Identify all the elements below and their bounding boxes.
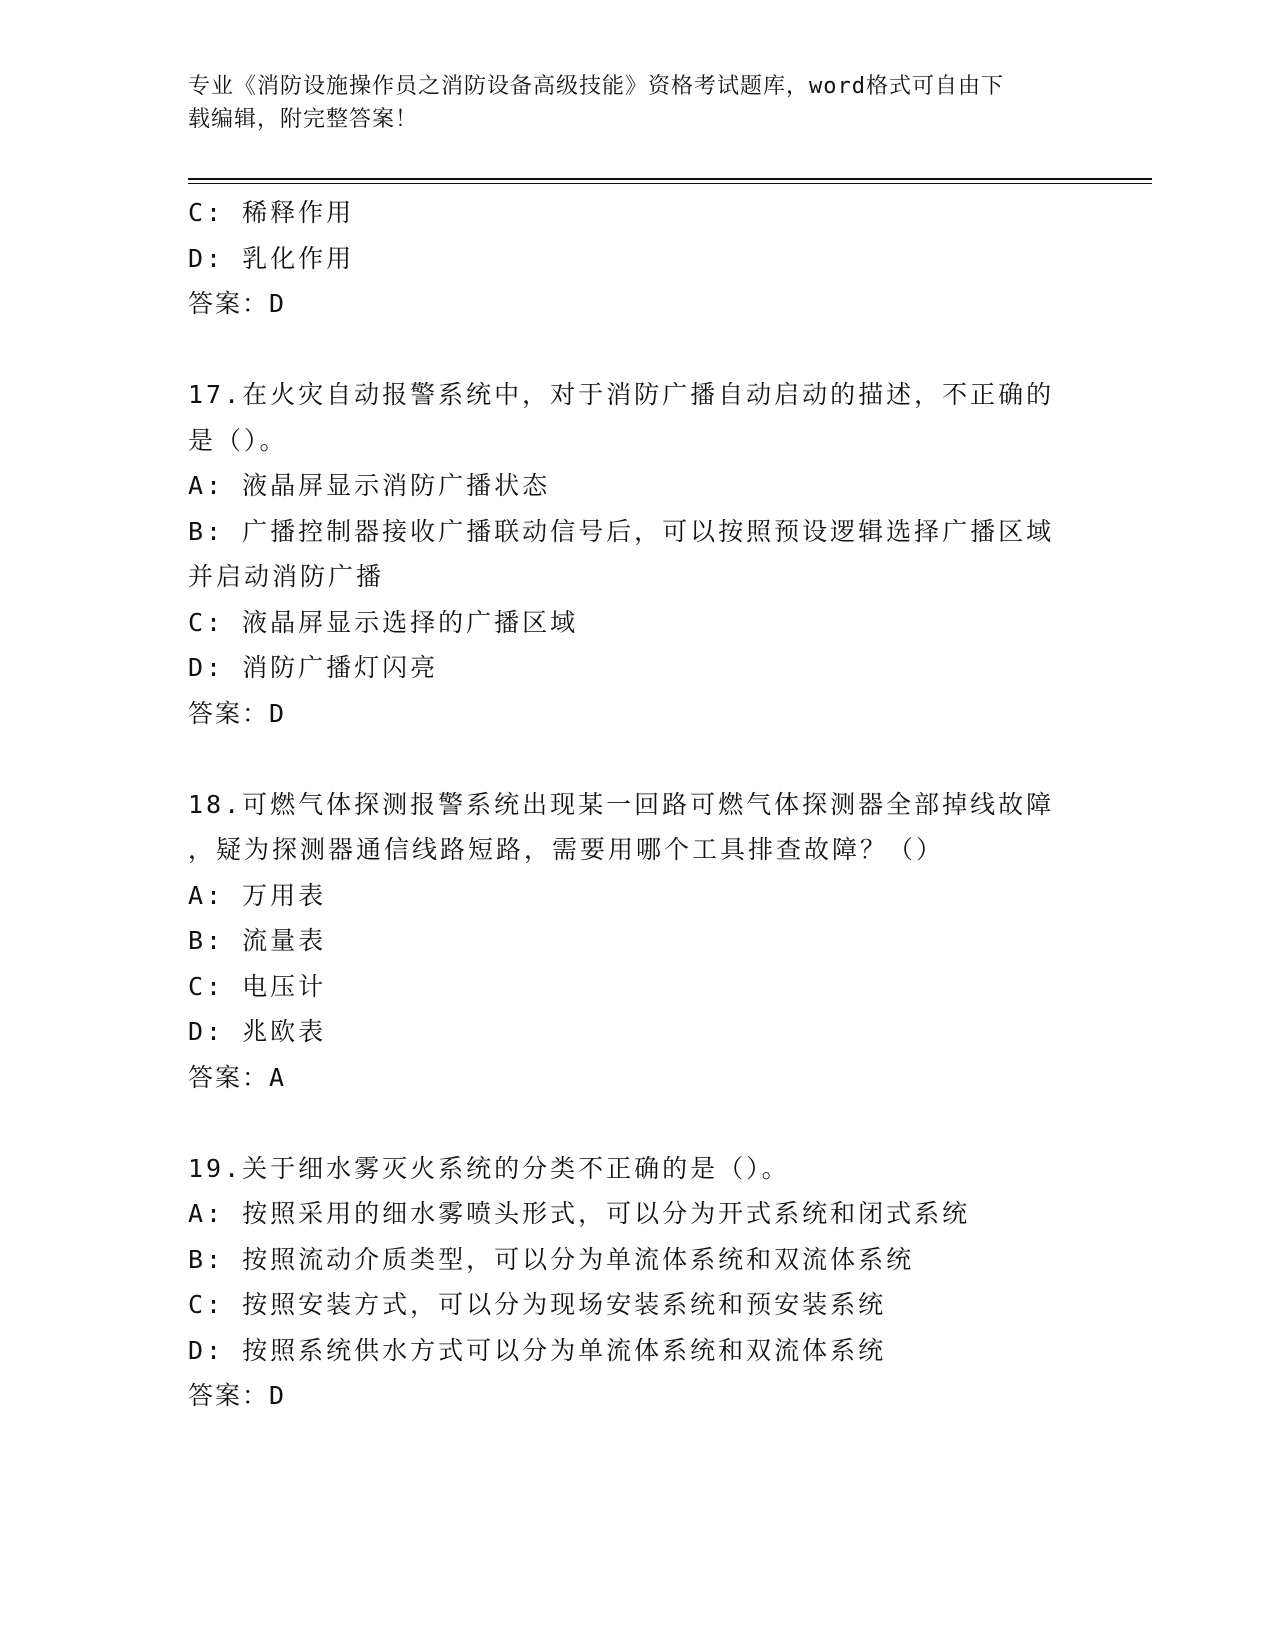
spacer	[188, 736, 1088, 782]
answer-line: 答案：D	[188, 1381, 287, 1410]
question-19	[188, 1146, 1088, 1419]
header-line-2: 载编辑，附完整答案！	[188, 107, 419, 132]
spacer	[188, 327, 1088, 373]
answer-line: 答案：A	[188, 1062, 287, 1092]
question-16-tail	[188, 190, 1088, 327]
option-d: D: 按照系统供水方式可以分为单流体系统和双流体系统	[188, 1335, 887, 1365]
question-stem-cont: ，疑为探测器通信线路短路，需要用哪个工具排查故障？（）	[188, 835, 945, 864]
option-d: D: 乳化作用	[188, 243, 355, 273]
answer-line: 答案：D	[188, 289, 287, 318]
option-b: B: 按照流动介质类型，可以分为单流体系统和双流体系统	[188, 1244, 915, 1274]
question-17	[188, 372, 1088, 736]
header-divider-thin	[188, 183, 1152, 184]
option-c: C: 稀释作用	[188, 198, 355, 227]
option-c: C: 按照安装方式，可以分为现场安装系统和预安装系统	[188, 1290, 887, 1319]
option-b-cont: 并启动消防广播	[188, 562, 385, 591]
option-b: B: 流量表	[188, 926, 327, 955]
question-18	[188, 782, 1088, 1101]
option-c: C: 电压计	[188, 971, 327, 1001]
spacer	[188, 1100, 1088, 1146]
option-d: D: 消防广播灯闪亮	[188, 653, 439, 682]
header-line-1: 专业《消防设施操作员之消防设备高级技能》资格考试题库，word格式可自由下	[188, 74, 1004, 99]
question-stem-cont: 是（）。	[188, 425, 288, 455]
question-stem: 19.关于细水雾灭火系统的分类不正确的是（）。	[188, 1153, 790, 1183]
option-a: A: 液晶屏显示消防广播状态	[188, 471, 551, 500]
option-d: D: 兆欧表	[188, 1017, 327, 1046]
question-stem: 17.在火灾自动报警系统中，对于消防广播自动启动的描述，不正确的	[188, 380, 1055, 409]
option-a: A: 万用表	[188, 880, 327, 910]
option-c: C: 液晶屏显示选择的广播区域	[188, 607, 579, 637]
header-divider-thick	[188, 178, 1152, 180]
question-list	[188, 190, 1088, 1419]
page-header	[188, 70, 1068, 136]
option-a: A: 按照采用的细水雾喷头形式，可以分为开式系统和闭式系统	[188, 1199, 971, 1228]
question-stem: 18.可燃气体探测报警系统出现某一回路可燃气体探测器全部掉线故障	[188, 789, 1055, 819]
option-b: B: 广播控制器接收广播联动信号后，可以按照预设逻辑选择广播区域	[188, 516, 1055, 546]
answer-line: 答案：D	[188, 698, 287, 728]
